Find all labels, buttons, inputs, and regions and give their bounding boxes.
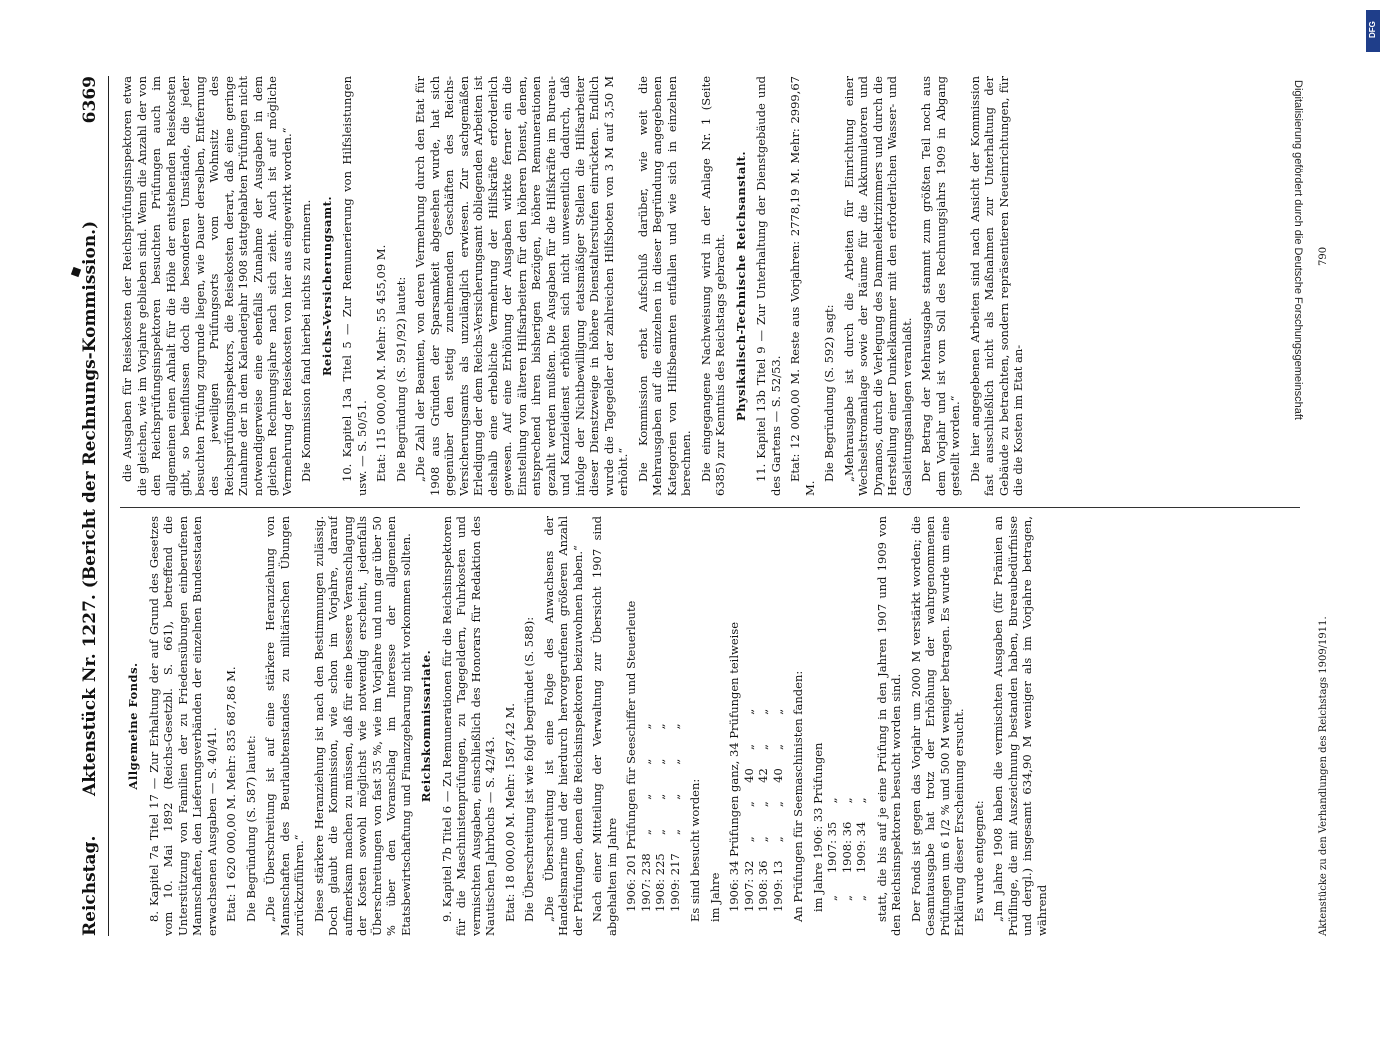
table-row: 1906: 201 Prüfungen für Seeschiffer und Steuerleute [624, 600, 638, 912]
paragraph: Die Überschreitung ist wie folgt begründet (S. 588): [522, 616, 536, 922]
paragraph: An Prüfungen für Seemaschinisten fanden: [791, 670, 805, 922]
paragraph: Nach einer Mitteilung der Verwaltung zur Übersicht 1907 sind abgehalten im Jahre [590, 516, 619, 936]
column-left [120, 516, 1310, 936]
paragraph: 9. Kapitel 7b Titel 6 — Zu Remunerationen für die Reichsinspektoren für die Maschinistenprüfungen, zu Tagegeldern, Fuhrkosten und vermischten Ausgaben, einschließlich des Honorars für Redaktion des Nautischen Jahrbuchs — S. 42/43. [439, 516, 497, 936]
paragraph: Etat: 1 620 000,00 M. Mehr: 835 687,86 M. [224, 666, 238, 922]
logo-text: DFG [1368, 21, 1377, 38]
table-row: 1907: 238 „ „ „ „ [638, 723, 653, 912]
paragraph: Der Betrag der Mehrausgabe stammt zum größten Teil noch aus dem Vorjahr und ist vom Soll des Rechnungsjahrs 1909 in Abgang gestellt worden.“ [919, 76, 962, 496]
paragraph: „Die Überschreitung ist eine Folge des Anwachsens der Handelsmarine und der hierdurch hervorgerufenen größeren Anzahl der Prüfungen, denen die Reichsinspektoren beizuwohnen haben.“ [541, 516, 585, 936]
paragraph: Diese stärkere Heranziehung ist nach den Bestimmungen zulässig. Doch glaubt die Kommission, wie schon im Vorjahre, darauf aufmerksam machen zu müssen, daß für eine bessere Veranschlagung der Kosten sowohl möglichst wie notwendig erscheint, jedenfalls Überschreitungen von fast 35 %, wie im Vorjahre und nun gar über 50 % über den Voranschlag im Interesse der allgemeinen Etatsbewirtschaftung und Finanzgebarung nicht vorkommen sollten. [311, 516, 413, 936]
column-divider [120, 507, 1300, 508]
section-heading: Reichskommissariate. [419, 649, 433, 803]
paragraph: im Jahre [707, 872, 722, 922]
document-page [14, 20, 1354, 986]
paragraph: „Mehrausgabe ist durch die Arbeiten für Einrichtung einer Wechselstromanlage sowie der Räume für die Akkumulatoren und Dynamos, durch die Verlegung des Dammelektrizimmers und durch die Herstellung einer Dunkelkammer mit den erforderlichen Wasser- und Gasleitungsanlagen veranlaßt. [841, 76, 914, 496]
table-row: 1908: 225 „ „ „ „ [653, 723, 667, 912]
paragraph: „Im Jahre 1908 haben die vermischten Ausgaben (für Prämien an Prüflinge, die mit Auszeichnung bestanden haben, Bureaubedürfnisse und dergl.) insgesamt 634,90 M weniger als im Vorjahre betragen, während [991, 516, 1049, 936]
exam-table-3 [811, 516, 869, 912]
paragraph: Die Begründung (S. 592) sagt: [822, 304, 836, 482]
paragraph: die Ausgaben für Reisekosten der Reichsprüfungsinspektoren etwa die gleichen, wie im Vorjahre geblieben sind. Wenn die Anzahl der von den Reichsprüfungsinspektoren besuchten Prüfungen auch im allgemeinen einen Anhalt für die Höhe der entstehenden Reisekosten gibt, so beeinflussen doch die besonderen Umstände, die jeder besuchten Prüfung zugrunde liegen, wie Dauer derselben, Entfernung des jeweiligen Prüfungsorts vom Wohnsitz des Reichsprüfungsinspektors, die Reisekosten derart, daß eine geringe Zunahme der in dem Kalenderjahr 1908 stattgehabten Prüfungen nicht notwendigerweise eine ebenfalls Zunahme der Ausgaben in dem gleichen Rechnungsjahre nach sich zieht. Auch ist auf mögliche Vermehrung der Reisekosten von hier aus eingewirkt worden.“ [120, 76, 294, 496]
section-heading: Allgemeine Fonds. [126, 662, 140, 790]
page-header [74, 76, 109, 936]
table-row: „ 1907: 35 „ [825, 797, 839, 912]
table-row: 1909: 13 „ „ 40 „ „ [770, 708, 785, 912]
paragraph: Es sind besucht worden: [688, 778, 702, 922]
paragraph: Der Fonds ist gegen das Vorjahr um 2000 M verstärkt worden; die Gesamtausgabe hat trotz der Erhöhung der wahrgenommenen Prüfungen um 6 1/2 % und 500 M weniger betragen. Es wurde um eine Erklärung dieser Erscheinung ersucht. [908, 516, 966, 936]
paragraph: statt, die bis auf je eine Prüfung in den Jahren 1907 und 1909 von den Reichsinspektoren besucht worden sind. [874, 516, 903, 936]
section-heading: Reichs-Versicherungsamt. [319, 196, 334, 377]
paragraph: „Die Zahl der Beamten, von deren Vermehrung durch den Etat für 1908 aus Gründen der Sparsamkeit abgesehen wurde, hat sich gegenüber den stetig zunehmenden Geschäften des Reichs-Versicherungsamts als unzulänglich erwiesen. Zur sachgemäßen Erledigung der dem Reichs-Versicherungsamt obliegenden Arbeiten ist deshalb eine erhebliche Vermehrung der Hilfskräfte erforderlich gewesen. Auf eine Erhöhung der Ausgaben wirkte ferner ein die Einstellung von älteren Hilfsarbeitern für den höheren Dienst, denen, entsprechend ihren bisherigen Bezügen, höhere Remunerationen gezahlt werden mußten. Die Ausgaben für die Hilfskräfte im Bureau- und Kanzleidienst erhöhten sich nicht unwesentlich dadurch, daß infolge der Nichtbewilligung etatsmäßiger Stellen die Hilfsarbeiter dieser Dienstzweige in höhere Dienstalterstufen einrückten. Endlich wurde die Tagegelder der zahlreichen Hilfsboten von 3 M auf 3,50 M erhöht.“ [413, 76, 630, 496]
paragraph: 10. Kapitel 13a Titel 5 — Zur Remunerierung von Hilfsleistungen usw. — S. 50/51. [340, 76, 369, 496]
page-footer: Aktenstücke zu den Verhandlungen des Reichstags 1909/1911. [1318, 616, 1329, 936]
paragraph: „Die Überschreitung ist auf eine stärkere Heranziehung von Mannschaften des Beurlaubtenstandes zu militärischen Übungen zurückzuführen.“ [263, 516, 306, 936]
table-row: „ 1909: 34 „ [854, 797, 868, 912]
column-right [120, 76, 1310, 496]
paragraph: 11. Kapitel 13b Titel 9 — Zur Unterhaltung der Dienstgebäude und des Gartens — S. 52/53. [754, 76, 783, 496]
paragraph: Die Kommission erbat Aufschluß darüber, wie weit die Mehrausgaben auf die einzelnen in dieser Begründung angegebenen Kategorien von Hilfsbeamten entfallen und wie sich in einzelnen berechnen. [635, 76, 693, 496]
table-row: 1908: 36 „ „ 42 „ „ [756, 708, 770, 912]
section-heading: Physikalisch-Technische Reichsanstalt. [733, 150, 748, 422]
paragraph: Die Kommission fand hierbei nichts zu erinnern. [299, 199, 313, 482]
paragraph: Die eingegangene Nachweisung wird in der Anlage Nr. 1 (Seite 6385) zur Kenntnis des Reichstags gebracht. [698, 76, 727, 496]
digitization-credit: Digitalisierung gefördert durch die Deutsche Forschungsgemeinschaft [1292, 80, 1304, 420]
paragraph: Die Begründung (S. 587) lautet: [243, 735, 258, 922]
paragraph: Die hier angegebenen Arbeiten sind nach Ansicht der Kommission fast ausschließlich nicht als Maßnahmen zur Unterhaltung der Gebäude zu betrachten, sondern repräsentieren Neueinrichtungen, für die die Kosten im Etat an- [967, 76, 1025, 496]
paragraph: Etat: 115 000,00 M. Mehr: 55 455,09 M. [374, 244, 388, 482]
table-row: 1907: 32 „ „ 40 „ „ [741, 708, 756, 912]
dfg-logo [1366, 10, 1380, 52]
header-page-number: 6369 [80, 76, 100, 124]
table-row: „ 1908: 36 „ [839, 797, 854, 912]
paragraph: 8. Kapitel 7a Titel 17 — Zur Erhaltung der auf Grund des Gesetzes vom 10. Mai 1892 (Reichs-Gesetzbl. S. 661), betreffend die Unterstützung von Familien der zu Friedensübungen einberufenen Mannschaften, den Lieferungsverbänden der einzelnen Bundesstaaten erwachsenen Ausgaben — S. 40/41. [146, 516, 219, 936]
table-row: 1906: 34 Prüfungen ganz, 34 Prüfungen teilweise [727, 621, 741, 912]
paragraph: Es wurde entgegnet: [971, 800, 986, 922]
header-left: Reichstag. [80, 835, 100, 936]
paragraph: Etat: 12 000,00 M. Reste aus Vorjahren: 2778,19 M. Mehr: 2999,67 M. [788, 76, 817, 496]
exam-table-2 [727, 516, 785, 912]
exam-table-1 [624, 516, 682, 912]
footer-page-number: 790 [1318, 246, 1329, 266]
table-row: im Jahre 1906: 33 Prüfungen [810, 742, 825, 912]
paragraph: Etat: 18 000,00 M. Mehr: 1587,42 M. [502, 703, 517, 922]
paragraph: Die Begründung (S. 591/92) lautet: [393, 276, 408, 482]
table-row: 1909: 217 „ „ „ „ [667, 723, 682, 912]
header-title: Aktenstück Nr. 1227. (Bericht der Rechnungs-Kommission.) [80, 220, 100, 796]
